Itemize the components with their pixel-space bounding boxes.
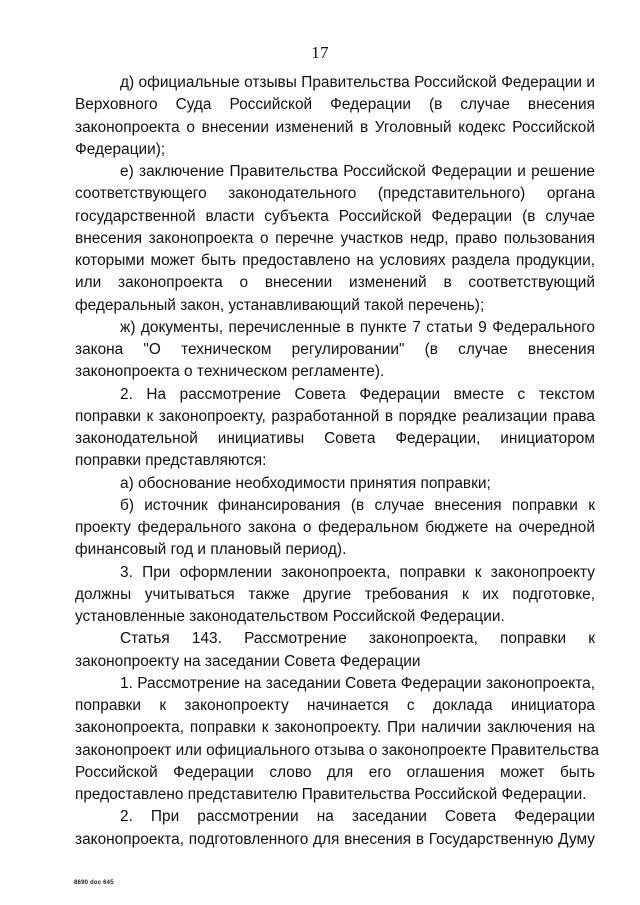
text-line: законопроекта, подготовленного для внесения в Государственную Думу [75,830,595,848]
text-line: финансовый год и плановый период). [75,541,347,559]
text-line: внесения законопроекта о перечне участков недр, право пользования [75,229,595,247]
document-footer-code: 8690 doc 645 [74,880,114,886]
text-line: поправки представляются: [75,452,267,470]
text-line: или законопроекта о внесении изменений в соответствующий [75,274,595,292]
text-line: законопроекта о техническом регламенте). [75,363,385,381]
text-line: 1. Рассмотрение на заседании Совета Федерации законопроекта, [120,674,595,692]
text-line: проекту федерального закона о федеральном бюджете на очередной [75,519,595,536]
text-line: 2. На рассмотрение Совета Федерации вместе с текстом [120,385,595,403]
text-line: поправки к законопроекту начинается с доклада инициатора [75,697,595,714]
text-line: предоставлено представителю Правительства Российской Федерации. [75,786,587,803]
text-line: а) обоснование необходимости принятия поправки; [120,474,491,492]
text-line: Статья 143. Рассмотрение законопроекта, поправки к [120,630,595,648]
text-line: поправки к законопроекту, разработанной в порядке реализации права [75,407,595,425]
text-line: б) источник финансирования (в случае внесения поправки к [120,496,595,514]
text-line: государственной власти субъекта Российской Федерации (в случае [75,207,595,225]
document-body [75,72,600,851]
text-line: должны учитываться также другие требования к их подготовке, [75,585,595,603]
text-line: соответствующего законодательного (представительного) органа [75,185,595,203]
text-line: законопроекту на заседании Совета Федерации [75,652,421,670]
text-line: Федерации); [75,140,166,158]
text-line: ж) документы, перечисленные в пункте 7 статьи 9 Федерального [120,318,595,336]
page-number: 17 [311,43,329,62]
text-line: которыми может быть предоставлено на условиях раздела продукции, [75,252,595,269]
text-line: федеральный закон, устанавливающий такой перечень); [75,296,485,314]
text-line: установленные законодательством Российской Федерации. [75,608,505,625]
text-line: закона "О техническом регулировании" (в случае внесения [75,341,595,358]
text-line: 3. При оформлении законопроекта, поправки к законопроекту [120,563,595,581]
text-line: законопроекта о внесении изменений в Уголовный кодекс Российской [75,118,595,136]
text-line: е) заключение Правительства Российской Федерации и решение [120,163,595,180]
text-line: законопроекта, поправки к законопроекту. При наличии заключения на [75,719,595,737]
text-line: Российской Федерации слово для его оглашения может быть [75,763,595,781]
text-line: законодательной инициативы Совета Федерации, инициатором [75,430,595,447]
text-line: 2. При рассмотрении на заседании Совета Федерации [120,808,595,826]
text-line: законопроект или официального отзыва о законопроекте Правительства [75,741,600,759]
text-line: Верховного Суда Российской Федерации (в случае внесения [75,96,595,114]
text-line: д) официальные отзывы Правительства Российской Федерации и [120,74,595,91]
